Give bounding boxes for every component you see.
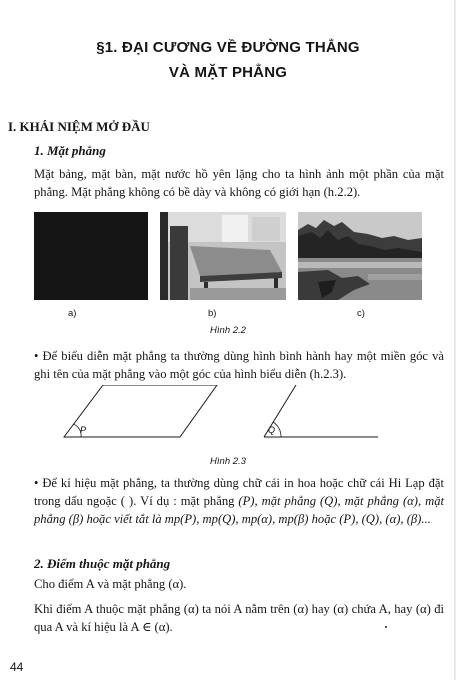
photo-blackboard <box>34 212 148 300</box>
bullet-notation <box>34 474 444 528</box>
photo-label-a: a) <box>68 308 77 319</box>
photo-lake <box>298 212 422 300</box>
chapter-title-line-2: VÀ MẶT PHẲNG <box>168 64 288 81</box>
point-definition-line-2: Khi điểm A thuộc mặt phẳng (α) ta nói A nằm trên (α) hay (α) chứa A, hay (α) đi qua A và kí hiệu là A ∈ (α). <box>34 602 444 634</box>
section-heading: I. KHÁI NIỆM MỞ ĐẦU <box>8 119 150 134</box>
angle-region-plane <box>264 385 378 437</box>
figure-caption-2-2: Hình 2.2 <box>210 325 246 336</box>
bullet-representation: • Để biểu diễn mặt phẳng ta thường dùng hình bình hành hay một miền góc và ghi tên của mặt phẳng vào một góc của hình biểu diễn (h.2.3). <box>34 349 444 381</box>
photo-table <box>160 212 286 300</box>
subsection-heading-plane: 1. Mặt phẳng <box>34 143 106 158</box>
plane-label-p: P <box>80 425 87 435</box>
plane-label-q: Q <box>268 425 276 435</box>
stray-mark <box>385 626 387 628</box>
photo-label-b: b) <box>208 308 217 319</box>
parallelogram-plane <box>64 385 217 437</box>
notation-text: • Để kí hiệu mặt phẳng, ta thường dùng chữ cái in hoa hoặc chữ cái Hi Lạp đặt trong dấu ngoặc ( ). Ví dụ : mặt phẳng <box>34 476 444 508</box>
photo-label-c: c) <box>357 308 365 319</box>
notation-examples: (P), mặt phẳng (Q), mặt phẳng (α), mặt phẳng (β) hoặc viết tắt là mp(P), mp(Q), mp(α), mp(β) hoặc (P), (Q), (α), (β)... <box>34 494 444 526</box>
intro-paragraph: Mặt bảng, mặt bàn, mặt nước hồ yên lặng cho ta hình ảnh một phần của mặt phẳng. Mặt phẳng không có bề dày và không có giới hạn (h.2.2). <box>34 167 444 199</box>
subsection-heading-point-on-plane: 2. Điểm thuộc mặt phẳng <box>34 556 171 571</box>
chapter-title-line-1: §1. ĐẠI CƯƠNG VỀ ĐƯỜNG THẲNG <box>96 39 360 56</box>
point-definition-line-1: Cho điểm A và mặt phẳng (α). <box>34 577 187 591</box>
page-number: 44 <box>10 660 24 674</box>
plane-diagrams <box>60 385 380 447</box>
figure-caption-2-3: Hình 2.3 <box>210 456 246 467</box>
